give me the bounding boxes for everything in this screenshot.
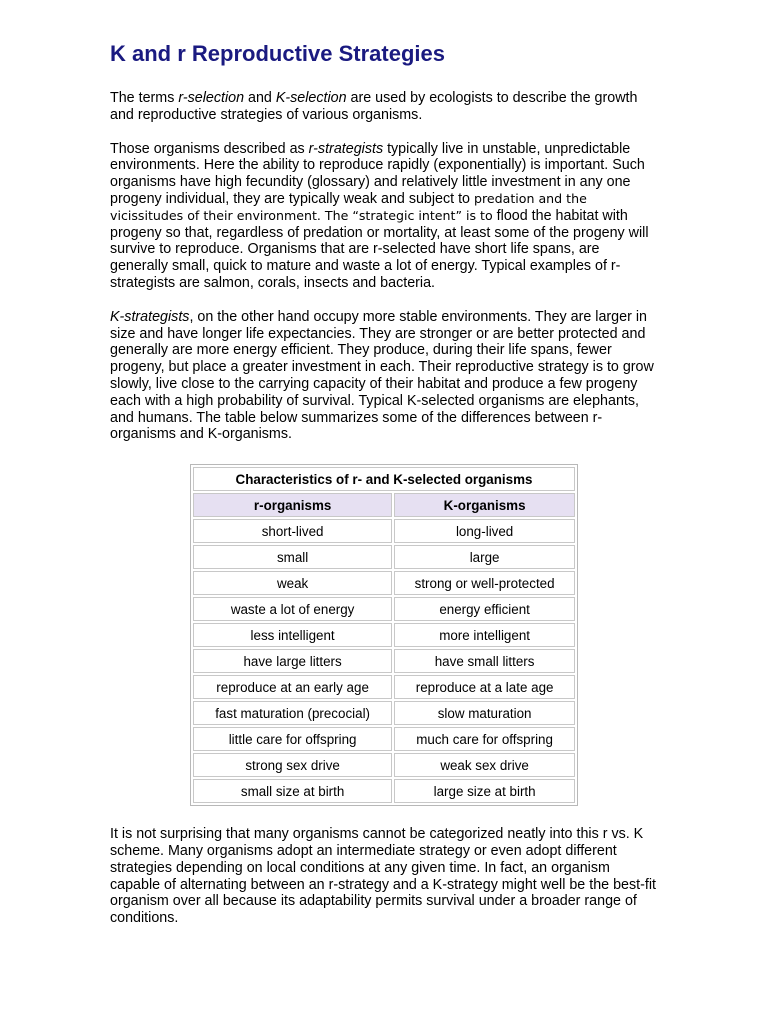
table-cell-k: much care for offspring [394, 727, 575, 751]
table-cell-k: more intelligent [394, 623, 575, 647]
table-row [193, 675, 575, 699]
text-run: The terms [110, 90, 179, 106]
comparison-table [190, 464, 578, 806]
table-cell-r: have large litters [193, 649, 392, 673]
table-cell-r: little care for offspring [193, 727, 392, 751]
text-run: , on the other hand occupy more stable environments. They are larger in size and have longer life expectancies. They are stronger or are better protected and generally are more energy efficient. They produce, during their life spans, fewer progeny, but place a greater investment in each. Their reproductive strategy is to grow slowly, live close to the carrying capacity of their habitat and produce a few progeny each with a high probability of survival. Typical K-selected organisms are elephants, and humans. The table below summarizes some of the differences between r-organisms and K-organisms. [110, 308, 654, 443]
column-header-r: r-organisms [193, 493, 392, 517]
table-header-row [193, 493, 575, 517]
table-caption: Characteristics of r- and K-selected organisms [193, 467, 575, 491]
table-cell-r: reproduce at an early age [193, 675, 392, 699]
table-row [193, 571, 575, 595]
table-cell-k: energy efficient [394, 597, 575, 621]
page-title: K and r Reproductive Strategies [110, 41, 445, 66]
table-cell-k: weak sex drive [394, 753, 575, 777]
paragraph-k-strategists [110, 309, 658, 443]
table-caption-row [193, 467, 575, 491]
table-cell-r: waste a lot of energy [193, 597, 392, 621]
table-row [193, 779, 575, 803]
table-cell-r: strong sex drive [193, 753, 392, 777]
term-k-strategists: K-strategists [110, 308, 190, 325]
table-cell-r: less intelligent [193, 623, 392, 647]
term-r-strategists: r-strategists [308, 140, 384, 157]
table-row [193, 519, 575, 543]
table-cell-k: have small litters [394, 649, 575, 673]
table-cell-r: small size at birth [193, 779, 392, 803]
table-row [193, 701, 575, 725]
table-cell-k: slow maturation [394, 701, 575, 725]
table-cell-k: long-lived [394, 519, 575, 543]
text-run: are used by ecologists to describe the growth and reproductive strategies of various organisms. [110, 90, 638, 123]
table-row [193, 623, 575, 647]
text-run: flood the habitat with progeny so that, regardless of predation or mortality, at least some of the progeny will survive to reproduce. Organisms that are r-selected have short life spans, are generally small, quick to mature and waste a lot of energy. Typical examples of r-strategists are salmon, corals, insects and bacteria. [110, 207, 649, 291]
table-cell-r: short-lived [193, 519, 392, 543]
table-row [193, 727, 575, 751]
text-run: Those organisms described as [110, 140, 309, 157]
paragraph-intro [110, 90, 658, 124]
table-cell-k: strong or well-protected [394, 571, 575, 595]
text-run-alt-font: predation and the vicissitudes of their environment. The “strategic intent” is to [110, 190, 587, 223]
table-row [193, 753, 575, 777]
table-cell-k: large [394, 545, 575, 569]
term-r-selection: r-selection [178, 90, 245, 106]
table-cell-k: reproduce at a late age [394, 675, 575, 699]
text-run: It is not surprising that many organisms cannot be categorized neatly into this r vs. K scheme. Many organisms adopt an intermediate strategy or even adopt different strategies depending on local conditions at any given time. In fact, an organism capable of alternating between an r-strategy and a K-strategy might well be the best-fit organism over all because its adaptability permits survival under a broader range of conditions. [110, 826, 656, 927]
table-cell-k: large size at birth [394, 779, 575, 803]
text-run: and [244, 90, 276, 106]
comparison-table-wrapper [190, 464, 578, 806]
table-cell-r: small [193, 545, 392, 569]
text-run: typically live in unstable, unpredictable environments. Here the ability to reproduce rapidly (exponentially) is important. Such organisms have high fecundity (glossary) and relatively little investment in any one progeny individual, they are typically weak and subject to [110, 140, 645, 207]
table-cell-r: weak [193, 571, 392, 595]
table-cell-r: fast maturation (precocial) [193, 701, 392, 725]
term-k-selection: K-selection [275, 90, 347, 106]
table-row [193, 597, 575, 621]
table-row [193, 649, 575, 673]
paragraph-conclusion [110, 826, 658, 927]
column-header-k: K-organisms [394, 493, 575, 517]
table-row [193, 545, 575, 569]
paragraph-r-strategists [110, 141, 658, 292]
document-page [110, 40, 658, 944]
